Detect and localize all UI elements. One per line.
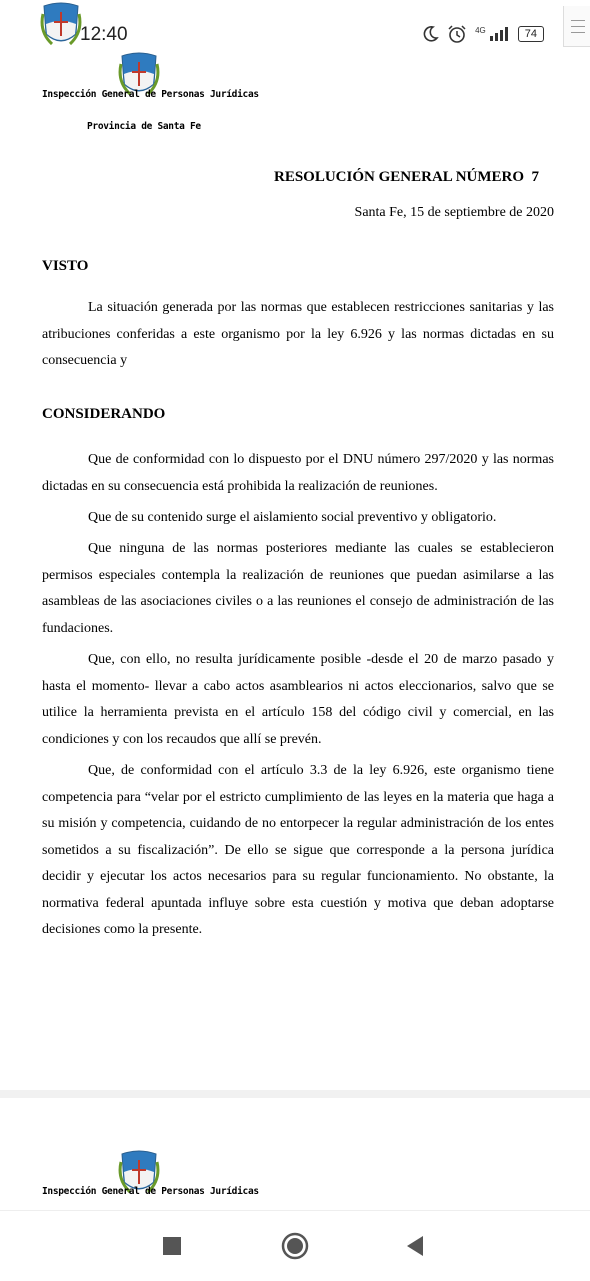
resolution-date: Santa Fe, 15 de septiembre de 2020: [354, 205, 554, 220]
resolution-title: RESOLUCIÓN GENERAL NÚMERO 7: [274, 169, 540, 185]
visto-paragraph: La situación generada por las normas que establecen restricciones sanitarias y las atribuciones conferidas a este organismo por la ley 6.926 y las normas dictadas en su consecuencia y: [42, 300, 554, 368]
document-page-2: [0, 1098, 590, 1210]
alarm-icon: [447, 24, 467, 44]
considerando-heading: CONSIDERANDO: [42, 406, 166, 422]
battery-level: 74: [524, 28, 537, 40]
network-type: 4G: [475, 25, 486, 35]
circle-icon: [281, 1232, 309, 1260]
recent-apps-button[interactable]: [157, 1231, 187, 1261]
considerando-paragraph-2: Que de su contenido surge el aislamiento social preventivo y obligatorio.: [88, 510, 497, 525]
square-icon: [163, 1237, 181, 1255]
home-button[interactable]: [280, 1231, 310, 1261]
signal-icon: [488, 26, 510, 42]
battery-icon: [518, 26, 544, 42]
navigation-bar: [0, 1210, 590, 1281]
back-button[interactable]: [400, 1231, 430, 1261]
province-name: Provincia de Santa Fe: [87, 121, 201, 132]
considerando-paragraph-5: Que, de conformidad con el artículo 3.3 de la ley 6.926, este organismo tiene competencia para “velar por el estricto cumplimiento de las leyes en la materia que haga a su misión y competencia, cuidando de no entorpecer la regular administración de los entes sometidos a su fiscalización”. De ello se sigue que corresponde a la persona jurídica decidir y ejecutar los actos necesarios para su regular funcionamiento. No obstante, la normativa federal apuntada influye sobre esta cuestión y motiva que deban adoptarse decisiones como la presente.: [42, 763, 554, 937]
organization-name: Inspección General de Personas Jurídicas: [42, 89, 259, 100]
page-separator: [0, 1090, 590, 1098]
considerando-paragraph-1: Que de conformidad con lo dispuesto por el DNU número 297/2020 y las normas dictadas en su consecuencia está prohibida la realización de reuniones.: [42, 452, 554, 494]
status-time: 12:40: [80, 24, 128, 45]
side-panel-handle[interactable]: [563, 6, 590, 47]
visto-heading: VISTO: [42, 258, 89, 274]
status-bar: [0, 0, 590, 70]
page2-organization-name: Inspección General de Personas Jurídicas: [42, 1186, 259, 1197]
province-emblem-icon: [40, 2, 82, 50]
considerando-paragraph-4: Que, con ello, no resulta jurídicamente posible -desde el 20 de marzo pasado y hasta el momento- llevar a cabo actos asamblearios ni actos eleccionarios, salvo que se utilice la herramienta prevista en el artículo 158 del código civil y comercial, en las condiciones y con los recaudos que allí se prevén.: [42, 652, 554, 747]
triangle-back-icon: [406, 1236, 424, 1256]
considerando-paragraph-3: Que ninguna de las normas posteriores mediante las cuales se establecieron permisos especiales contempla la realización de reuniones que puedan asimilarse a las asambleas de las asociaciones civiles o a las reuniones el consejo de administración de las fundaciones.: [42, 541, 554, 636]
moon-icon: [421, 25, 439, 43]
